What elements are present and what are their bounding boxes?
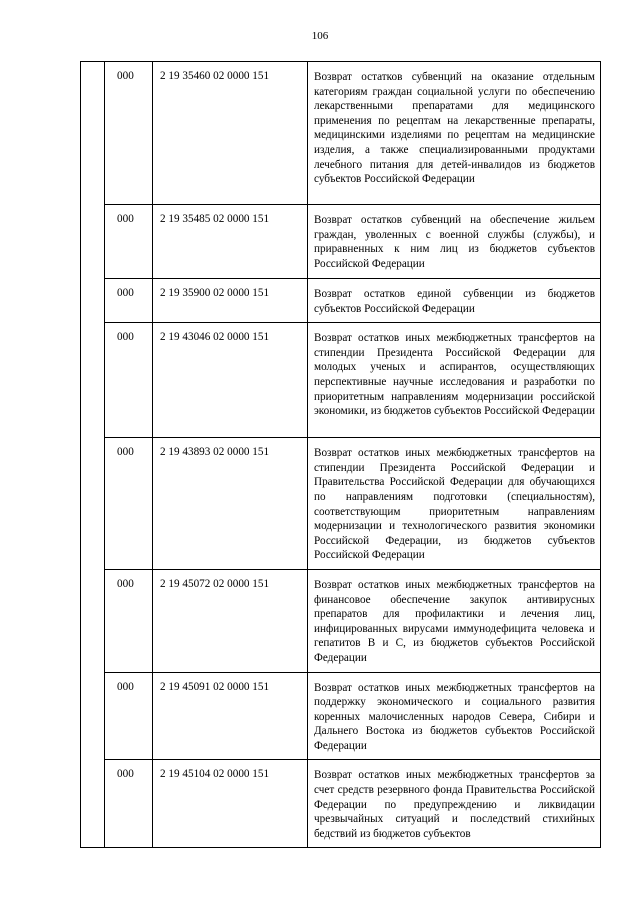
description-cell [308, 205, 601, 279]
description-text: Возврат остатков субвенций на оказание отдельным категориям граждан социальной услуги по обеспечению лекарственными препаратами для медицинского применения по рецептам на лекарственные препараты, медицинскими изделиями по рецептам на медицинские изделия, а также специализированными продуктами лечебного питания для детей-инвалидов из бюджетов субъектов Российской Федерации [314, 71, 595, 186]
table-row [81, 569, 601, 672]
classification-code-cell: 2 19 45091 02 0000 151 [153, 672, 308, 760]
description-text: Возврат остатков иных межбюджетных трансфертов на стипендии Президента Российской Федерации и Правительства Российской Федерации для обучающихся по направлениям подготовки (специальностям), соответствующим приоритетным направлениям модернизации и технологического развития экономики Российской Федерации, из бюджетов субъектов Российской Федерации [314, 447, 595, 562]
description-cell [308, 569, 601, 672]
table-row [81, 760, 601, 848]
admin-code-cell: 000 [105, 62, 153, 205]
budget-classification-table [80, 61, 601, 848]
description-text: Возврат остатков иных межбюджетных трансфертов за счет средств резервного фонда Правительства Российской Федерации по предупреждению и ликвидации чрезвычайных ситуаций и последствий стихийных бедствий из бюджетов субъектов [314, 769, 595, 840]
admin-code-cell: 000 [105, 323, 153, 438]
description-cell [308, 438, 601, 570]
empty-column [81, 62, 105, 848]
table-row [81, 279, 601, 323]
description-cell [308, 672, 601, 760]
description-cell [308, 279, 601, 323]
admin-code-cell: 000 [105, 672, 153, 760]
description-text: Возврат остатков единой субвенции из бюджетов субъектов Российской Федерации [314, 288, 595, 315]
description-cell [308, 760, 601, 848]
description-text: Возврат остатков иных межбюджетных трансфертов на стипендии Президента Российской Федерации для молодых ученых и аспирантов, осуществляющих перспективные научные исследования и разработки по приоритетным направлениям модернизации российской экономики, из бюджетов субъектов Российской Федерации [314, 332, 595, 418]
admin-code-cell: 000 [105, 205, 153, 279]
classification-code-cell: 2 19 35485 02 0000 151 [153, 205, 308, 279]
table-row [81, 672, 601, 760]
admin-code-cell: 000 [105, 760, 153, 848]
admin-code-cell: 000 [105, 279, 153, 323]
table-row [81, 323, 601, 438]
classification-code-cell: 2 19 45104 02 0000 151 [153, 760, 308, 848]
classification-code-cell: 2 19 43893 02 0000 151 [153, 438, 308, 570]
description-text: Возврат остатков иных межбюджетных трансфертов на финансовое обеспечение закупок антивирусных препаратов для профилактики и лечения лиц, инфицированных вирусами иммунодефицита человека и гепатитов В и С, из бюджетов субъектов Российской Федерации [314, 578, 595, 664]
classification-code-cell: 2 19 35900 02 0000 151 [153, 279, 308, 323]
admin-code-cell: 000 [105, 438, 153, 570]
classification-code-cell: 2 19 45072 02 0000 151 [153, 569, 308, 672]
admin-code-cell: 000 [105, 569, 153, 672]
description-cell [308, 323, 601, 438]
description-text: Возврат остатков иных межбюджетных трансфертов на поддержку экономического и социального развития коренных малочисленных народов Севера, Сибири и Дальнего Востока из бюджетов субъектов Российской Федерации [314, 681, 595, 752]
table-row [81, 438, 601, 570]
description-text: Возврат остатков субвенций на обеспечение жильем граждан, уволенных с военной службы (службы), и приравненных к ним лиц из бюджетов субъектов Российской Федерации [314, 214, 595, 270]
classification-code-cell: 2 19 43046 02 0000 151 [153, 323, 308, 438]
table-row [81, 62, 601, 205]
table-row [81, 205, 601, 279]
page-number: 106 [311, 30, 329, 42]
classification-code-cell: 2 19 35460 02 0000 151 [153, 62, 308, 205]
description-cell [308, 62, 601, 205]
